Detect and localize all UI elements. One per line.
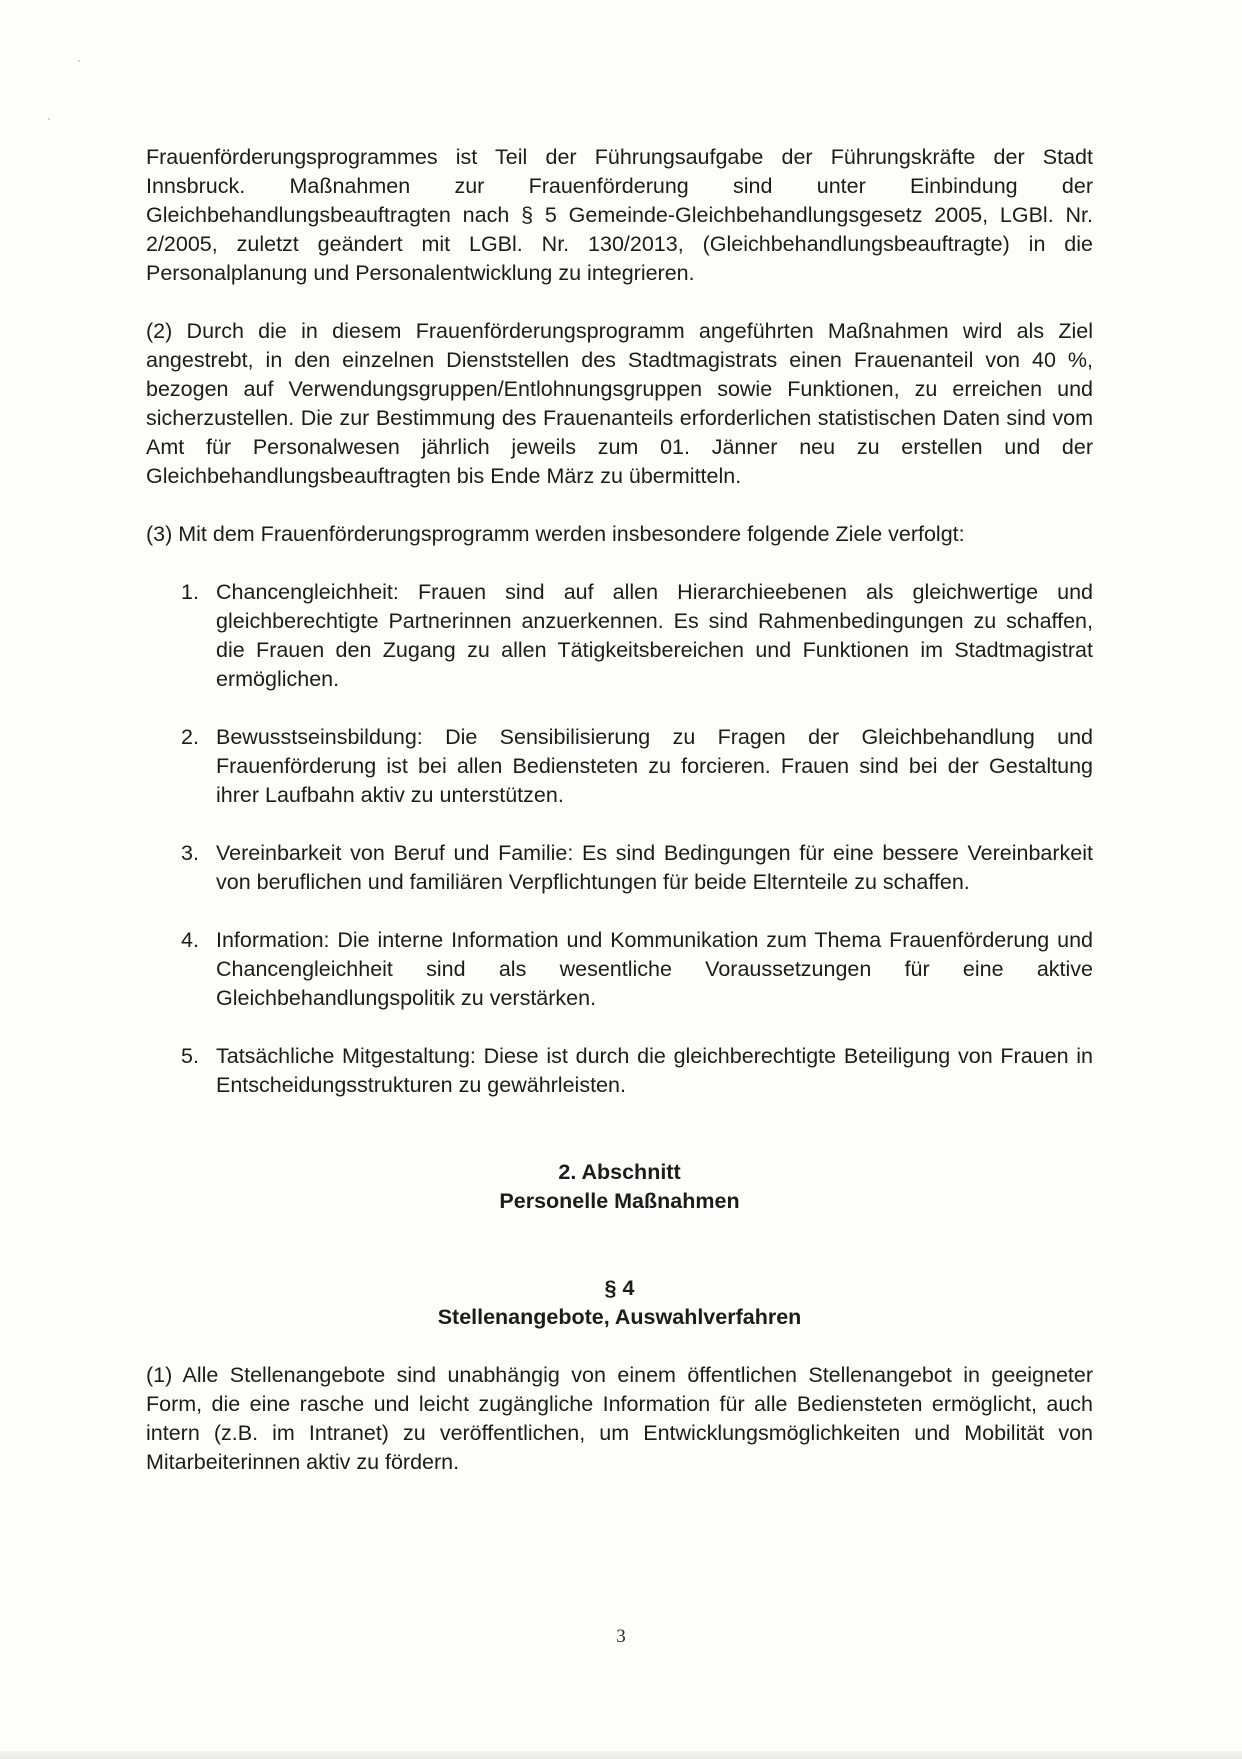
- paragraph-heading: [146, 1274, 1093, 1332]
- list-item: [181, 839, 1093, 897]
- intro-paragraph: Frauenförderungsprogrammes ist Teil der Führungsaufgabe der Führungskräfte der Stadt Innsbruck. Maßnahmen zur Frauenförderung sind unter Einbindung der Gleichbehandlungsbeauftragten nach § 5 Gemeinde-Gleichbehandlungsgesetz 2005, LGBl. Nr. 2/2005, zuletzt geändert mit LGBl. Nr. 130/2013, (Gleichbehandlungsbeauftragte) in die Personalplanung und Personalentwicklung zu integrieren.: [146, 145, 1093, 285]
- list-item-number: 4.: [181, 928, 199, 952]
- list-item-number: 5.: [181, 1044, 199, 1068]
- list-item-text: Bewusstseinsbildung: Die Sensibilisierung zu Fragen der Gleichbehandlung und Frauenförderung ist bei allen Bediensteten zu forcieren. Frauen sind bei der Gestaltung ihrer Laufbahn aktiv zu unterstützen.: [216, 725, 1093, 807]
- scan-speck: [78, 60, 80, 62]
- list-item-text: Vereinbarkeit von Beruf und Familie: Es sind Bedingungen für eine bessere Vereinbarkeit von beruflichen und familiären Verpflichtungen für beide Elternteile zu schaffen.: [216, 841, 1093, 894]
- paragraph-3: (3) Mit dem Frauenförderungsprogramm werden insbesondere folgende Ziele verfolgt:: [146, 522, 965, 546]
- paragraph-title: Stellenangebote, Auswahlverfahren: [437, 1305, 802, 1329]
- section-title: Personelle Maßnahmen: [499, 1189, 740, 1213]
- document-body: [146, 143, 1093, 1506]
- list-item: [181, 1042, 1093, 1100]
- list-item-text: Tatsächliche Mitgestaltung: Diese ist durch die gleichberechtigte Beteiligung von Frauen in Entscheidungsstrukturen zu gewährleisten.: [216, 1044, 1093, 1097]
- page-number: 3: [616, 1626, 626, 1647]
- list-item-text: Information: Die interne Information und Kommunikation zum Thema Frauenförderung und Chancengleichheit sind als wesentliche Voraussetzungen für eine aktive Gleichbehandlungspolitik zu verstärken.: [216, 928, 1093, 1010]
- list-item-number: 1.: [181, 580, 199, 604]
- paragraph-4-1: (1) Alle Stellenangebote sind unabhängig von einem öffentlichen Stellenangebot in geeigneter Form, die eine rasche und leicht zugängliche Information für alle Bediensteten ermöglicht, auch intern (z.B. im Intranet) zu veröffentlichen, um Entwicklungsmöglichkeiten und Mobilität von Mitarbeiterinnen aktiv zu fördern.: [146, 1363, 1093, 1474]
- section-number: 2. Abschnitt: [558, 1160, 681, 1184]
- list-item: [181, 578, 1093, 694]
- paragraph-2: (2) Durch die in diesem Frauenförderungsprogramm angeführten Maßnahmen wird als Ziel angestrebt, in den einzelnen Dienststellen des Stadtmagistrats einen Frauenanteil von 40 %, bezogen auf Verwendungsgruppen/Entlohnungsgruppen sowie Funktionen, zu erreichen und sicherzustellen. Die zur Bestimmung des Frauenanteils erforderlichen statistischen Daten sind vom Amt für Personalwesen jährlich jeweils zum 01. Jänner neu zu erstellen und der Gleichbehandlungsbeauftragten bis Ende März zu übermitteln.: [146, 319, 1093, 488]
- list-item-number: 2.: [181, 725, 199, 749]
- list-item: [181, 926, 1093, 1013]
- scan-speck: [48, 118, 50, 120]
- section-heading: [146, 1158, 1093, 1216]
- paragraph-symbol: § 4: [604, 1276, 635, 1300]
- list-item-text: Chancengleichheit: Frauen sind auf allen Hierarchieebenen als gleichwertige und gleichberechtigte Partnerinnen anzuerkennen. Es sind Rahmenbedingungen zu schaffen, die Frauen den Zugang zu allen Tätigkeitsbereichen und Funktionen im Stadtmagistrat ermöglichen.: [216, 580, 1093, 691]
- scan-bottom-edge: [0, 1751, 1242, 1759]
- list-item: [181, 723, 1093, 810]
- goals-list: [146, 578, 1093, 1100]
- list-item-number: 3.: [181, 841, 199, 865]
